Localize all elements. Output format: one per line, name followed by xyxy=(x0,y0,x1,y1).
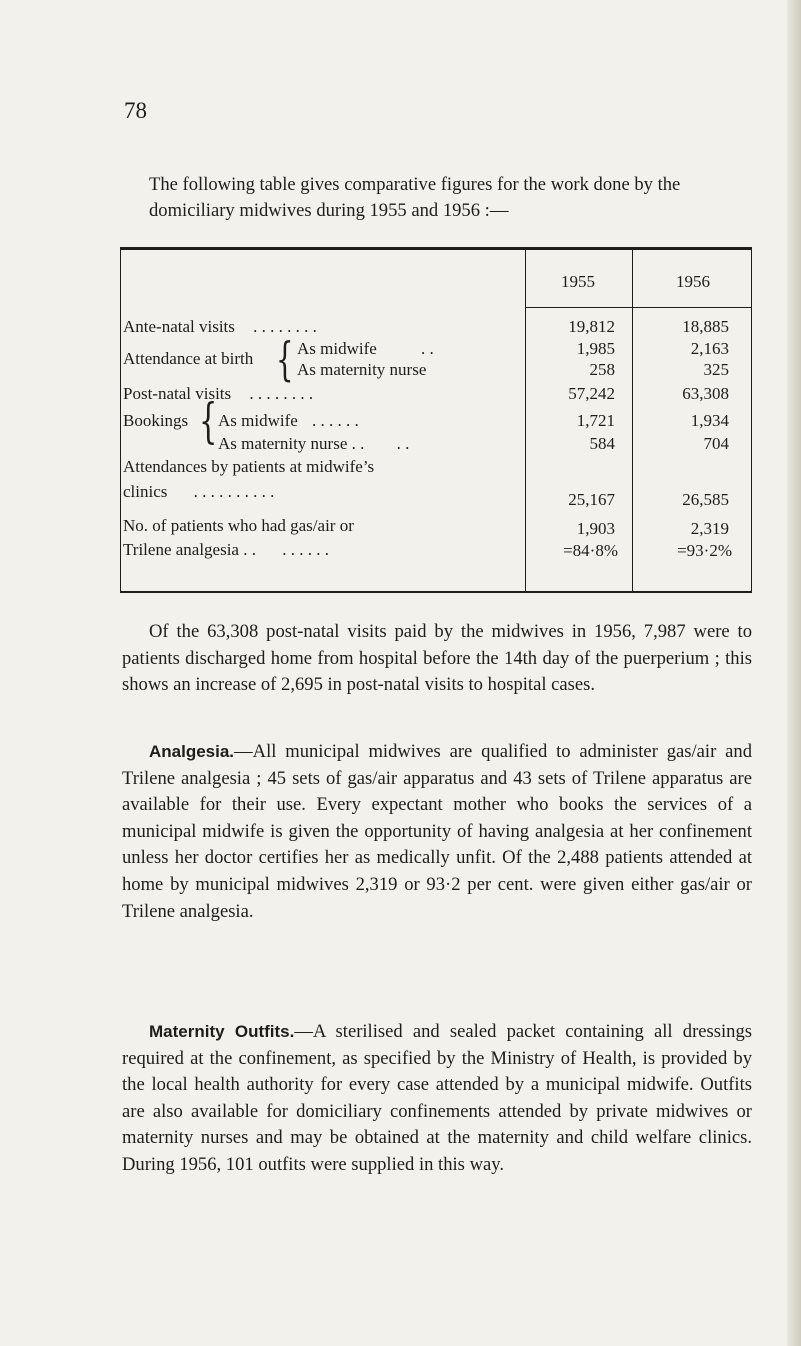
row-label-text: Trilene analgesia . . xyxy=(123,540,256,559)
leader-dots: . . . . . . . . xyxy=(253,317,317,336)
intro-text: The following table gives comparative figures for the work done by the domiciliary midwives during 1955 and 1956 :— xyxy=(149,174,681,221)
row-label xyxy=(218,411,359,431)
header-underline xyxy=(525,307,751,308)
row-label-continued xyxy=(123,540,329,560)
analgesia-paragraph xyxy=(122,739,752,925)
row-label: No. of patients who had gas/air or xyxy=(123,516,354,535)
maternity-outfits-paragraph xyxy=(122,1019,752,1179)
page-number: 78 xyxy=(124,98,147,123)
column-header-1955: 1955 xyxy=(561,272,595,291)
maternity-outfits-heading: Maternity Outfits. xyxy=(149,1022,295,1041)
postnatal-paragraph xyxy=(122,619,752,699)
cell-1956: 18,885 xyxy=(682,317,729,336)
column-divider xyxy=(632,250,633,591)
group-label-bookings: Bookings xyxy=(123,411,189,430)
row-label-text: As midwife xyxy=(297,339,377,358)
cell-1956: 1,934 xyxy=(690,411,729,430)
cell-1956: 2,163 xyxy=(690,339,729,358)
cell-1956: 2,319 xyxy=(690,519,729,538)
cell-1955: 19,812 xyxy=(568,317,615,336)
leader-dots: . . . . . . xyxy=(282,540,329,559)
cell-1955: 1,903 xyxy=(576,519,615,538)
row-label-text: As midwife xyxy=(218,411,298,430)
cell-1955: 258 xyxy=(589,360,615,379)
maternity-outfits-text: —A sterilised and sealed packet containing all dressings required at the confinement, as specified by the Ministry of Health, is provided by the local health authority for every case attended by a municipal midwife. Outfits are also available for domiciliary confinements attended by private midwives or maternity nurses and may be obtained at the maternity and child welfare clinics. During 1956, 101 outfits were supplied in this way. xyxy=(122,1021,752,1175)
column-header-1956: 1956 xyxy=(676,272,710,291)
row-label: Attendances by patients at midwife’s xyxy=(123,457,375,476)
cell-1956-percent: =93·2% xyxy=(677,541,732,560)
page-edge-shadow xyxy=(787,0,801,1346)
group-label-attendance: Attendance at birth xyxy=(123,349,254,368)
leader-dots: . . . . . . . . xyxy=(249,384,314,403)
cell-1955: 57,242 xyxy=(568,384,615,403)
cell-1956: 63,308 xyxy=(682,384,729,403)
analgesia-heading: Analgesia. xyxy=(149,742,235,761)
leader-dots: . . . . . . . . . . xyxy=(193,482,275,501)
leader-dots: . . xyxy=(421,339,434,358)
row-label xyxy=(123,384,313,404)
row-label xyxy=(218,434,409,454)
brace-icon: { xyxy=(276,332,294,386)
cell-1956: 325 xyxy=(703,360,729,379)
cell-1955: 25,167 xyxy=(568,490,615,509)
row-label-text: As maternity nurse . . xyxy=(218,434,365,453)
cell-1955: 584 xyxy=(589,434,615,453)
midwives-comparison-table xyxy=(120,247,752,593)
cell-1955-percent: =84·8% xyxy=(563,541,618,560)
row-label-text: Post-natal visits xyxy=(123,384,232,403)
leader-dots: . . xyxy=(396,434,410,453)
cell-1955: 1,985 xyxy=(576,339,615,358)
row-label-text: Ante-natal visits xyxy=(123,317,235,336)
row-label-continued xyxy=(123,482,274,502)
row-label: As maternity nurse xyxy=(297,360,427,379)
postnatal-text: Of the 63,308 post-natal visits paid by the midwives in 1956, 7,987 were to patients discharged home from hospital before the 14th day of the puerperium ; this shows an increase of 2,695 in post-natal visits to hospital cases. xyxy=(122,621,752,696)
row-label-text: clinics xyxy=(123,482,168,501)
row-label xyxy=(297,339,434,359)
cell-1956: 704 xyxy=(703,434,729,453)
analgesia-text: —All municipal midwives are qualified to administer gas/air and Trilene analgesia ; 45 sets of gas/air apparatus and 43 sets of Trilene apparatus are available for their use. Every expectant mother who books the services of a municipal midwife is given the opportunity of having analgesia at her confinement unless her doctor certifies her as medically unfit. Of the 2,488 patients attended at home by municipal midwives 2,319 or 93·2 per cent. were given either gas/air or Trilene analgesia. xyxy=(122,741,752,922)
leader-dots: . . . . . . xyxy=(312,411,359,430)
cell-1956: 26,585 xyxy=(682,490,729,509)
intro-paragraph xyxy=(122,172,752,224)
column-divider xyxy=(525,250,526,591)
cell-1955: 1,721 xyxy=(576,411,615,430)
brace-icon: { xyxy=(199,393,218,449)
